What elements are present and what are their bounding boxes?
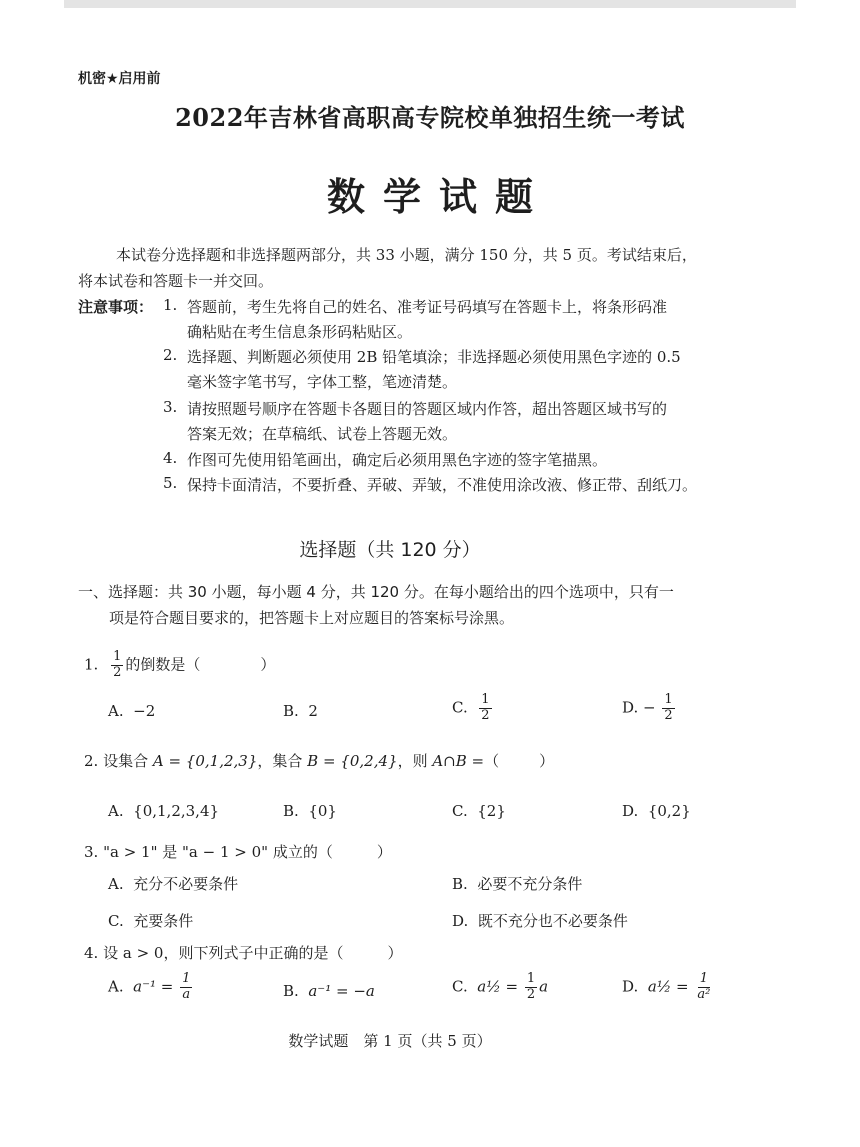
q1-option-b: [283, 702, 318, 720]
note-5-num: 5.: [163, 474, 178, 492]
question-stem: （: [484, 752, 500, 770]
fraction-denominator: a: [182, 986, 191, 1002]
expression: a½ =: [647, 977, 689, 996]
question-1: [84, 650, 275, 681]
note-2-num: 2.: [163, 346, 178, 364]
question-close: ）: [260, 655, 276, 674]
fraction-numerator: 1: [481, 692, 490, 707]
intro-line-1: 本试卷分选择题和非选择题两部分，共 33 小题，满分 150 分，共 5 页。考试结束后，: [116, 246, 697, 264]
note-3-line-2: 答案无效；在草稿纸、试卷上答题无效。: [187, 425, 458, 443]
option-value: {0,1,2,3,4}: [133, 802, 220, 820]
notes-label: 注意事项：: [78, 298, 154, 316]
note-3-num: 3.: [163, 398, 178, 416]
option-value: 充分不必要条件: [133, 875, 239, 893]
question-4: [84, 942, 402, 963]
option-value: {0,2}: [647, 802, 691, 820]
q1-option-d: [622, 693, 677, 724]
set-b: B = {0,2,4}: [307, 752, 398, 770]
note-2-line-1: 选择题、判断题必须使用 2B 铅笔填涂；非选择题必须使用黑色字迹的 0.5: [187, 348, 681, 366]
fraction: [180, 972, 192, 1003]
q2-option-c: [452, 802, 506, 820]
question-number: 3.: [84, 843, 99, 861]
q3-option-a: [108, 873, 238, 894]
fraction-numerator: 1: [664, 692, 673, 707]
option-label: D.: [622, 802, 639, 820]
intro-line-2: 将本试卷和答题卡一并交回。: [78, 272, 274, 290]
note-3-line-1: 请按照题号顺序在答题卡各题目的答题区域内作答，超出答题区域书写的: [187, 400, 668, 418]
expression: a⁻¹ = −a: [308, 982, 375, 1000]
option-label: B.: [283, 802, 299, 820]
question-stem: "a > 1" 是 "a − 1 > 0" 成立的（: [103, 843, 333, 861]
question-number: 2.: [84, 752, 99, 770]
note-5-line-1: 保持卡面清洁，不要折叠、弄破、弄皱，不准使用涂改液、修正带、刮纸刀。: [187, 476, 698, 494]
fraction-numerator: 1: [699, 971, 709, 986]
note-2-line-2: 毫米签字笔书写，字体工整，笔迹清楚。: [187, 373, 458, 391]
option-value: {0}: [308, 802, 337, 820]
question-close: ）: [376, 843, 392, 861]
page-footer: 数学试题 第 1 页（共 5 页）: [288, 1032, 492, 1050]
option-value: 充要条件: [133, 912, 194, 930]
fraction-denominator: 2: [481, 707, 490, 723]
section-instruction-line-2: 项是符合题目要求的，把答题卡上对应题目的答案标号涂黑。: [109, 609, 515, 627]
question-2: [84, 750, 554, 771]
option-label: D.: [452, 912, 469, 930]
note-4-line-1: 作图可先使用铅笔画出，确定后必须用黑色字迹的签字笔描黑。: [187, 451, 608, 469]
set-a: A = {0,1,2,3}: [152, 752, 258, 770]
intersection-expression: A∩B =: [432, 752, 485, 770]
fraction-denominator: 2: [664, 707, 673, 723]
question-3: [84, 841, 392, 862]
option-label: D.: [622, 977, 639, 996]
note-1-line-2: 确粘贴在考生信息条形码粘贴区。: [187, 323, 413, 341]
fraction: [525, 972, 537, 1003]
option-label: A.: [108, 702, 124, 720]
option-value: 2: [308, 702, 318, 720]
option-label: B.: [283, 982, 299, 1000]
fraction-denominator: 2: [526, 986, 536, 1002]
note-1-num: 1.: [163, 296, 178, 314]
fraction-denominator: 2: [113, 664, 122, 680]
fraction: [111, 650, 123, 681]
minus-sign: −: [643, 698, 656, 717]
fraction-numerator: 1: [113, 649, 122, 664]
option-label: D.: [622, 698, 639, 717]
q1-option-a: [108, 702, 155, 720]
scan-top-border: [64, 0, 796, 8]
question-stem: ，则: [397, 752, 433, 770]
question-stem: 设集合: [103, 752, 153, 770]
q2-option-a: [108, 802, 219, 820]
note-4-num: 4.: [163, 449, 178, 467]
option-value: {2}: [477, 802, 506, 820]
option-label: C.: [452, 698, 468, 717]
section-instruction-line-1: 一、选择题：共 30 小题，每小题 4 分，共 120 分。在每小题给出的四个选项中，只有一: [78, 583, 674, 601]
option-label: A.: [108, 875, 124, 893]
fraction: [662, 693, 674, 724]
option-label: C.: [108, 912, 124, 930]
option-value: 既不充分也不必要条件: [477, 912, 628, 930]
note-1-line-1: 答题前，考生先将自己的姓名、准考证号码填写在答题卡上，将条形码准: [187, 298, 668, 316]
section-title: 选择题（共 120 分）: [299, 539, 481, 561]
q2-option-b: [283, 802, 337, 820]
expression: a⁻¹ =: [133, 977, 174, 996]
exam-title: 2022年吉林省高职高专院校单独招生统一考试: [175, 103, 685, 132]
option-label: A.: [108, 802, 124, 820]
confidential-label: 机密★启用前: [78, 71, 161, 87]
question-number: 4.: [84, 944, 99, 962]
q3-option-b: [452, 873, 582, 894]
option-label: B.: [283, 702, 299, 720]
question-close: ）: [387, 944, 403, 962]
question-stem: 设 a > 0，则下列式子中正确的是（: [103, 944, 344, 962]
option-value: 必要不充分条件: [477, 875, 583, 893]
option-label: C.: [452, 802, 468, 820]
expression: a½ =: [477, 977, 519, 996]
question-stem: 的倒数是（: [125, 655, 201, 674]
q3-option-c: [108, 910, 193, 931]
fraction-denominator: a²: [697, 986, 711, 1002]
fraction-numerator: 1: [526, 971, 536, 986]
question-stem: ，集合: [257, 752, 308, 770]
q4-option-a: [108, 972, 194, 1003]
question-number: 1.: [84, 655, 99, 674]
expression: a: [539, 977, 549, 996]
option-label: A.: [108, 977, 124, 996]
fraction-numerator: 1: [182, 971, 191, 986]
subject-title: 数学试题: [326, 174, 551, 219]
option-label: B.: [452, 875, 468, 893]
question-close: ）: [539, 752, 555, 770]
q4-option-d: [622, 972, 714, 1003]
option-label: C.: [452, 977, 468, 996]
option-value: −2: [133, 702, 156, 720]
q4-option-b: [283, 982, 375, 1000]
fraction: [479, 693, 491, 724]
q4-option-c: [452, 972, 548, 1003]
q2-option-d: [622, 802, 691, 820]
q3-option-d: [452, 910, 628, 931]
fraction: [695, 972, 712, 1003]
q1-option-c: [452, 693, 494, 724]
